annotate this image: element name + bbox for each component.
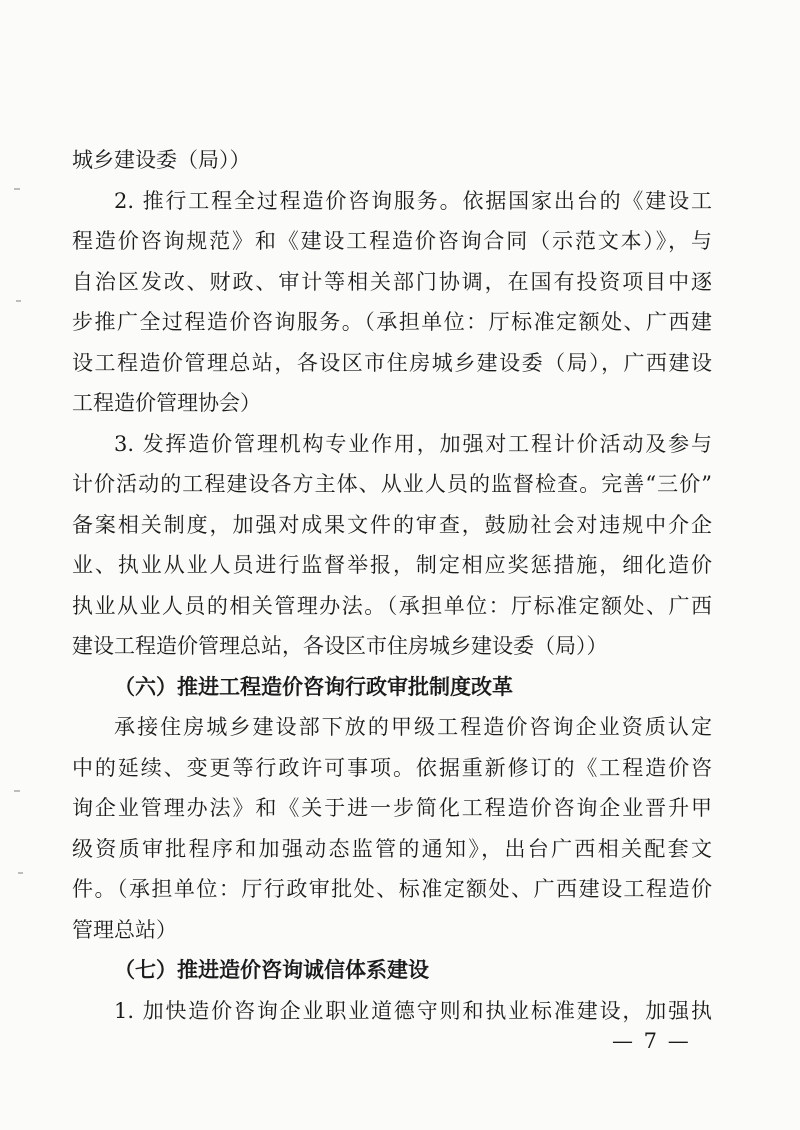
- text-line: 程造价咨询规范》和《建设工程造价咨询合同（示范文本）》，与: [72, 229, 712, 253]
- text-line: 3. 发挥造价管理机构专业作用，加强对工程计价活动及参与: [114, 431, 712, 456]
- text-line: 2. 推行工程全过程造价咨询服务。依据国家出台的《建设工: [114, 188, 712, 213]
- scan-mark: [14, 188, 20, 190]
- text-line: 询企业管理办法》和《关于进一步简化工程造价咨询企业晋升甲: [72, 796, 712, 820]
- scan-mark: [16, 300, 21, 302]
- text-line: 步推广全过程造价咨询服务。（承担单位：厅标准定额处、广西建: [72, 310, 712, 334]
- text-line: 业、执业从业人员进行监督举报，制定相应奖惩措施，细化造价: [72, 553, 712, 577]
- text-line: 级资质审批程序和加强动态监管的通知》，出台广西相关配套文: [72, 836, 712, 861]
- text-line: 城乡建设委（局））: [72, 148, 251, 172]
- text-line: 件。（承担单位：厅行政审批处、标准定额处、广西建设工程造价: [72, 877, 712, 901]
- text-line: 中的延续、变更等行政许可事项。依据重新修订的《工程造价咨: [72, 755, 712, 780]
- text-line: 执业从业人员的相关管理办法。（承担单位：厅标准定额处、广西: [72, 593, 712, 618]
- text-line: 自治区发改、财政、审计等相关部门协调，在国有投资项目中逐: [72, 269, 712, 294]
- text-line: 承接住房城乡建设部下放的甲级工程造价咨询企业资质认定: [114, 715, 712, 739]
- section-heading: （六）推进工程造价咨询行政审批制度改革: [114, 673, 513, 699]
- body-text: [72, 140, 712, 1031]
- text-line: 备案相关制度，加强对成果文件的审查，鼓励社会对违规中介企: [72, 512, 712, 537]
- text-line: 管理总站）: [72, 917, 177, 942]
- page-number: — 7 —: [612, 1029, 691, 1053]
- scan-mark: [18, 872, 23, 874]
- text-line: 计价活动的工程建设各方主体、从业人员的监督检查。完善“三价”: [72, 472, 712, 496]
- section-heading: （七）推进造价咨询诚信体系建设: [114, 957, 429, 982]
- text-line: 设工程造价管理总站，各设区市住房城乡建设委（局），广西建设: [72, 350, 712, 375]
- scan-mark: [14, 790, 20, 792]
- text-line: 建设工程造价管理总站，各设区市住房城乡建设委（局））: [72, 634, 608, 658]
- text-line: 工程造价管理协会）: [72, 391, 261, 415]
- text-line: 1. 加快造价咨询企业职业道德守则和执业标准建设，加强执: [114, 998, 712, 1023]
